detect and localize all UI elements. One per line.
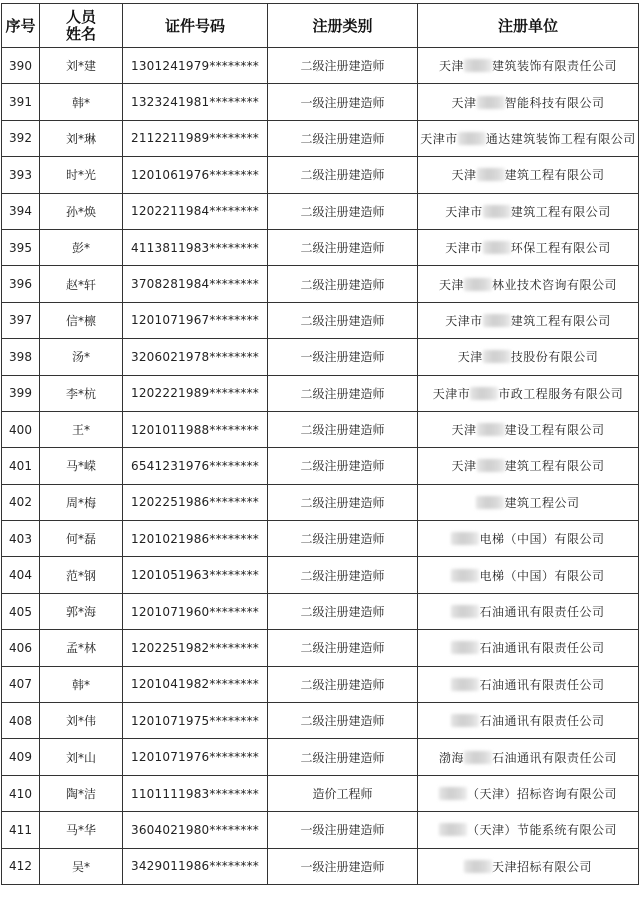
unit-suffix: 石油通讯有限责任公司 xyxy=(492,750,618,765)
cell-seq: 407 xyxy=(2,666,40,702)
cell-id-number: 3429011986******** xyxy=(123,848,268,884)
cell-name: 马*嵘 xyxy=(40,448,123,484)
cell-registration-type: 二级注册建造师 xyxy=(268,557,418,593)
cell-name: 吴* xyxy=(40,848,123,884)
cell-registration-unit xyxy=(418,157,639,193)
table-row xyxy=(2,339,639,375)
cell-registration-type: 二级注册建造师 xyxy=(268,521,418,557)
cell-name: 时*光 xyxy=(40,157,123,193)
redaction-blur xyxy=(477,459,505,472)
cell-name: 孟*林 xyxy=(40,630,123,666)
unit-suffix: 天津招标有限公司 xyxy=(491,859,592,874)
cell-id-number: 1201071967******** xyxy=(123,302,268,338)
cell-seq: 400 xyxy=(2,411,40,447)
unit-suffix: 建筑工程有限公司 xyxy=(504,459,605,474)
table-row xyxy=(2,229,639,265)
cell-name: 汤* xyxy=(40,339,123,375)
unit-prefix: 天津 xyxy=(457,350,483,365)
table-row xyxy=(2,375,639,411)
table-row xyxy=(2,48,639,84)
unit-prefix: 天津市 xyxy=(420,131,458,146)
cell-registration-unit xyxy=(418,739,639,775)
cell-name: 孙*焕 xyxy=(40,193,123,229)
redaction-blur xyxy=(464,751,492,764)
cell-id-number: 1201021986******** xyxy=(123,521,268,557)
cell-registration-unit xyxy=(418,630,639,666)
redaction-blur xyxy=(451,678,479,691)
unit-prefix: 天津 xyxy=(451,168,477,183)
cell-id-number: 4113811983******** xyxy=(123,229,268,265)
redaction-blur xyxy=(483,205,511,218)
cell-registration-unit xyxy=(418,48,639,84)
unit-suffix: 建筑装饰有限责任公司 xyxy=(492,59,618,74)
header-id: 证件号码 xyxy=(123,4,268,48)
cell-registration-unit xyxy=(418,703,639,739)
cell-id-number: 1202211984******** xyxy=(123,193,268,229)
unit-suffix: 建设工程有限公司 xyxy=(504,423,605,438)
unit-prefix: 天津 xyxy=(451,459,477,474)
cell-registration-type: 二级注册建造师 xyxy=(268,666,418,702)
table-row xyxy=(2,302,639,338)
cell-id-number: 6541231976******** xyxy=(123,448,268,484)
cell-registration-type: 二级注册建造师 xyxy=(268,157,418,193)
cell-seq: 395 xyxy=(2,229,40,265)
unit-suffix: 建筑工程有限公司 xyxy=(510,204,611,219)
redaction-blur xyxy=(464,860,492,873)
unit-prefix: 天津市 xyxy=(432,386,471,401)
header-type: 注册类别 xyxy=(268,4,418,48)
cell-seq: 408 xyxy=(2,703,40,739)
cell-registration-unit xyxy=(418,266,639,302)
unit-prefix: 天津 xyxy=(438,59,464,74)
redaction-blur xyxy=(483,314,511,327)
cell-registration-type: 二级注册建造师 xyxy=(268,229,418,265)
unit-prefix: 天津 xyxy=(451,423,477,438)
unit-suffix: 通达建筑装饰工程有限公司 xyxy=(485,131,636,146)
cell-registration-type: 二级注册建造师 xyxy=(268,48,418,84)
table-row xyxy=(2,157,639,193)
table-row xyxy=(2,521,639,557)
cell-registration-type: 二级注册建造师 xyxy=(268,630,418,666)
table-row xyxy=(2,448,639,484)
redaction-blur xyxy=(458,132,486,145)
cell-registration-unit xyxy=(418,339,639,375)
cell-registration-unit xyxy=(418,411,639,447)
table-body xyxy=(2,48,639,885)
cell-registration-type: 造价工程师 xyxy=(268,775,418,811)
unit-suffix: 林业技术咨询有限公司 xyxy=(492,277,618,292)
unit-suffix: 智能科技有限公司 xyxy=(504,95,605,110)
redaction-blur xyxy=(470,387,498,400)
cell-id-number: 1301241979******** xyxy=(123,48,268,84)
cell-seq: 396 xyxy=(2,266,40,302)
redaction-blur xyxy=(464,278,492,291)
table-row xyxy=(2,120,639,156)
header-unit: 注册单位 xyxy=(418,4,639,48)
cell-registration-type: 二级注册建造师 xyxy=(268,120,418,156)
cell-seq: 401 xyxy=(2,448,40,484)
cell-id-number: 1201041982******** xyxy=(123,666,268,702)
redaction-blur xyxy=(483,350,511,363)
cell-registration-type: 一级注册建造师 xyxy=(268,848,418,884)
unit-prefix: 天津市 xyxy=(445,313,483,328)
cell-seq: 403 xyxy=(2,521,40,557)
cell-registration-type: 二级注册建造师 xyxy=(268,302,418,338)
redaction-blur xyxy=(477,96,505,109)
cell-registration-unit xyxy=(418,848,639,884)
cell-registration-type: 二级注册建造师 xyxy=(268,375,418,411)
unit-suffix: 环保工程有限公司 xyxy=(510,241,611,256)
header-name-line1: 人员 xyxy=(65,7,96,26)
cell-registration-unit xyxy=(418,521,639,557)
redaction-blur xyxy=(477,168,505,181)
cell-id-number: 1323241981******** xyxy=(123,84,268,120)
cell-registration-type: 一级注册建造师 xyxy=(268,84,418,120)
cell-registration-type: 二级注册建造师 xyxy=(268,266,418,302)
redaction-blur xyxy=(451,714,479,727)
redaction-blur xyxy=(439,823,467,836)
cell-name: 刘*建 xyxy=(40,48,123,84)
table-row xyxy=(2,812,639,848)
cell-registration-unit xyxy=(418,775,639,811)
unit-suffix: 石油通讯有限责任公司 xyxy=(479,714,605,729)
cell-id-number: 1201061976******** xyxy=(123,157,268,193)
cell-registration-unit xyxy=(418,448,639,484)
cell-registration-unit xyxy=(418,557,639,593)
redaction-blur xyxy=(477,423,505,436)
cell-id-number: 1202251982******** xyxy=(123,630,268,666)
cell-id-number: 1201071975******** xyxy=(123,703,268,739)
cell-name: 陶*洁 xyxy=(40,775,123,811)
table-row xyxy=(2,775,639,811)
header-name-line2: 姓名 xyxy=(65,24,96,43)
cell-registration-unit xyxy=(418,375,639,411)
unit-suffix: （天津）节能系统有限公司 xyxy=(466,823,617,838)
redaction-blur xyxy=(451,569,479,582)
cell-id-number: 1201071960******** xyxy=(123,593,268,629)
cell-name: 范*钢 xyxy=(40,557,123,593)
cell-seq: 393 xyxy=(2,157,40,193)
cell-registration-type: 二级注册建造师 xyxy=(268,739,418,775)
cell-registration-unit xyxy=(418,229,639,265)
cell-seq: 402 xyxy=(2,484,40,520)
cell-registration-unit xyxy=(418,84,639,120)
cell-seq: 411 xyxy=(2,812,40,848)
unit-suffix: 建筑工程公司 xyxy=(504,495,580,510)
unit-suffix: 石油通讯有限责任公司 xyxy=(479,605,605,620)
redaction-blur xyxy=(451,605,479,618)
table-row xyxy=(2,84,639,120)
redaction-blur xyxy=(451,641,479,654)
table-header-row xyxy=(2,4,639,48)
unit-prefix: 天津市 xyxy=(445,204,483,219)
table-row xyxy=(2,484,639,520)
cell-seq: 410 xyxy=(2,775,40,811)
table-row xyxy=(2,739,639,775)
redaction-blur xyxy=(483,241,511,254)
cell-name: 韩* xyxy=(40,666,123,702)
header-seq: 序号 xyxy=(2,4,40,48)
unit-prefix: 渤海 xyxy=(438,750,464,765)
cell-registration-type: 二级注册建造师 xyxy=(268,448,418,484)
table-row xyxy=(2,703,639,739)
table-row xyxy=(2,593,639,629)
cell-id-number: 1201011988******** xyxy=(123,411,268,447)
cell-registration-unit xyxy=(418,302,639,338)
cell-seq: 390 xyxy=(2,48,40,84)
cell-registration-type: 二级注册建造师 xyxy=(268,703,418,739)
cell-name: 刘*伟 xyxy=(40,703,123,739)
cell-id-number: 3708281984******** xyxy=(123,266,268,302)
cell-name: 李*杭 xyxy=(40,375,123,411)
unit-suffix: 电梯（中国）有限公司 xyxy=(479,568,605,583)
cell-seq: 409 xyxy=(2,739,40,775)
cell-name: 郭*海 xyxy=(40,593,123,629)
table-row xyxy=(2,630,639,666)
cell-registration-type: 二级注册建造师 xyxy=(268,593,418,629)
cell-name: 赵*轩 xyxy=(40,266,123,302)
cell-registration-unit xyxy=(418,812,639,848)
unit-prefix: 天津 xyxy=(438,277,464,292)
unit-suffix: 石油通讯有限责任公司 xyxy=(479,677,605,692)
cell-seq: 394 xyxy=(2,193,40,229)
cell-name: 刘*琳 xyxy=(40,120,123,156)
cell-id-number: 2112211989******** xyxy=(123,120,268,156)
table-row xyxy=(2,666,639,702)
cell-id-number: 1202221989******** xyxy=(123,375,268,411)
cell-seq: 397 xyxy=(2,302,40,338)
unit-suffix: （天津）招标咨询有限公司 xyxy=(466,787,617,801)
cell-seq: 404 xyxy=(2,557,40,593)
cell-seq: 391 xyxy=(2,84,40,120)
unit-suffix: 市政工程服务有限公司 xyxy=(498,386,624,401)
redaction-blur xyxy=(439,787,467,800)
cell-registration-type: 二级注册建造师 xyxy=(268,411,418,447)
cell-seq: 392 xyxy=(2,120,40,156)
cell-id-number: 1201071976******** xyxy=(123,739,268,775)
cell-id-number: 1201051963******** xyxy=(123,557,268,593)
registration-table xyxy=(1,3,639,885)
cell-registration-type: 二级注册建造师 xyxy=(268,193,418,229)
cell-id-number: 3604021980******** xyxy=(123,812,268,848)
unit-prefix: 天津市 xyxy=(445,241,483,256)
cell-registration-unit xyxy=(418,593,639,629)
redaction-blur xyxy=(451,532,479,545)
cell-name: 韩* xyxy=(40,84,123,120)
redaction-blur xyxy=(476,496,504,509)
cell-seq: 406 xyxy=(2,630,40,666)
cell-registration-unit xyxy=(418,484,639,520)
cell-registration-type: 一级注册建造师 xyxy=(268,339,418,375)
table-row xyxy=(2,557,639,593)
table-row xyxy=(2,411,639,447)
table-row xyxy=(2,266,639,302)
cell-seq: 399 xyxy=(2,375,40,411)
cell-registration-unit xyxy=(418,120,639,156)
table-row xyxy=(2,193,639,229)
cell-id-number: 1101111983******** xyxy=(123,775,268,811)
cell-seq: 412 xyxy=(2,848,40,884)
cell-seq: 398 xyxy=(2,339,40,375)
unit-prefix: 天津 xyxy=(451,95,477,110)
cell-name: 彭* xyxy=(40,229,123,265)
cell-name: 马*华 xyxy=(40,812,123,848)
cell-id-number: 3206021978******** xyxy=(123,339,268,375)
cell-name: 刘*山 xyxy=(40,739,123,775)
unit-suffix: 建筑工程有限公司 xyxy=(510,313,611,328)
cell-registration-type: 二级注册建造师 xyxy=(268,484,418,520)
unit-suffix: 电梯（中国）有限公司 xyxy=(479,532,605,547)
header-name xyxy=(40,4,123,48)
cell-registration-unit xyxy=(418,193,639,229)
cell-seq: 405 xyxy=(2,593,40,629)
cell-id-number: 1202251986******** xyxy=(123,484,268,520)
table-row xyxy=(2,848,639,884)
cell-registration-type: 一级注册建造师 xyxy=(268,812,418,848)
cell-registration-unit xyxy=(418,666,639,702)
cell-name: 信*檩 xyxy=(40,302,123,338)
cell-name: 何*磊 xyxy=(40,521,123,557)
unit-suffix: 石油通讯有限责任公司 xyxy=(479,641,605,656)
unit-suffix: 技股份有限公司 xyxy=(510,350,599,365)
redaction-blur xyxy=(464,59,492,72)
cell-name: 周*梅 xyxy=(40,484,123,520)
unit-suffix: 建筑工程有限公司 xyxy=(504,168,605,183)
cell-name: 王* xyxy=(40,411,123,447)
